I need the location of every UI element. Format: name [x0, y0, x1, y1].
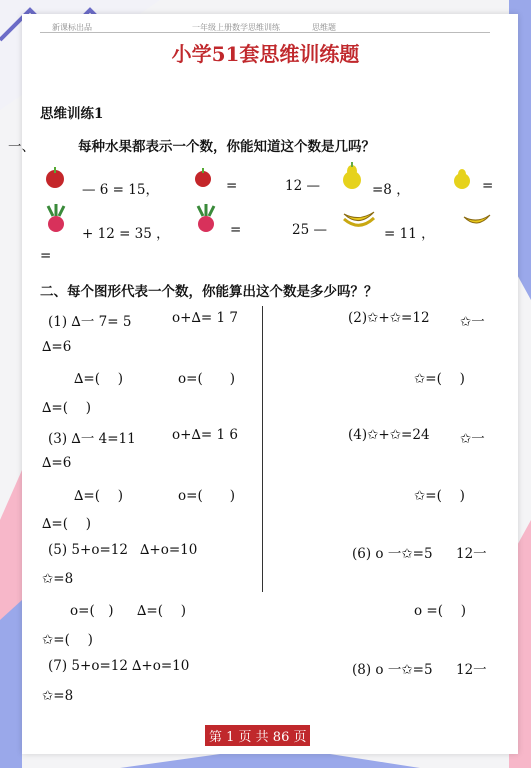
p1-answer-a: ∆=( ): [74, 371, 124, 387]
p4-answer: ✩=( ): [414, 488, 465, 504]
p6-eq-b: 12一: [456, 546, 487, 562]
p5-answer-c: ✩=( ): [42, 632, 93, 648]
eq1-text-d: =8 ，: [372, 182, 410, 198]
p7-eq-b: ∆+o=10: [132, 658, 190, 674]
p7-eq-a: (7) 5+o=12: [48, 658, 128, 674]
p8-eq-b: 12一: [456, 662, 487, 678]
p1-answer-c: ∆=( ): [42, 400, 92, 416]
p3-eq-c: ∆=6: [42, 455, 72, 471]
question-text: 每种水果都表示一个数，你能知道这个数是几吗？: [78, 139, 375, 155]
p8-eq-a: (8) o 一✩=5: [352, 662, 433, 678]
eq1-text-c: 12 —: [285, 178, 320, 194]
p4-eq-b: ✩一: [460, 431, 485, 447]
p2-eq-a: (2)✩+✩=12: [348, 310, 430, 326]
eq2-text-d: = 11 ，: [384, 226, 435, 242]
p5-answer-a: o=( ): [70, 603, 114, 619]
eq1-text-e: =: [482, 178, 494, 194]
apple-icon: [44, 166, 66, 188]
header-right: 思维题: [312, 23, 336, 32]
p3-answer-b: o=( ): [178, 488, 235, 504]
eq2-text-b: =: [230, 222, 242, 238]
page-title: 小学51套思维训练题: [171, 42, 360, 66]
banana-icon: [342, 208, 376, 228]
p6-eq-a: (6) o 一✩=5: [352, 546, 433, 562]
p1-eq-c: ∆=6: [42, 339, 72, 355]
eq1-text-b: =: [226, 178, 238, 194]
question-number: 一、: [8, 139, 35, 155]
apple-icon: [194, 168, 212, 188]
section2-heading: 二、每个图形代表一个数，你能算出这个数是多少吗？？: [40, 284, 378, 300]
page-number-footer: 第 1 页 共 86 页: [205, 725, 310, 746]
eq2-text-a: + 12 = 35 ，: [82, 226, 170, 242]
pear-icon: [452, 166, 472, 190]
p3-answer-a: ∆=( ): [74, 488, 124, 504]
header-center: 一年级上册数学思维训练: [192, 23, 280, 32]
p6-answer: o =( ): [414, 603, 467, 619]
p2-eq-b: ✩一: [460, 314, 485, 330]
radish-icon: [42, 204, 70, 234]
p5-eq-b: ∆+o=10: [140, 542, 198, 558]
p3-eq-a: (3) ∆一 4=11: [48, 431, 136, 447]
p1-answer-b: o=( ): [178, 371, 235, 387]
section-heading: 思维训练1: [40, 106, 104, 122]
p1-eq-b: o+∆= 1 7: [172, 310, 238, 326]
radish-icon: [192, 204, 220, 234]
eq2-text-c: 25 —: [292, 222, 327, 238]
column-divider: [262, 306, 263, 592]
p7-eq-c: ✩=8: [42, 688, 74, 704]
eq1-text-a: — 6 = 15，: [82, 182, 159, 198]
header-rule: [40, 32, 490, 33]
p5-eq-a: (5) 5+o=12: [48, 542, 128, 558]
p2-answer: ✩=( ): [414, 371, 465, 387]
pear-icon: [340, 162, 364, 190]
banana-icon: [462, 212, 492, 230]
p5-answer-b: ∆=( ): [137, 603, 187, 619]
p3-answer-c: ∆=( ): [42, 516, 92, 532]
p4-eq-a: (4)✩+✩=24: [348, 427, 430, 443]
eq2-text-e: =: [40, 248, 52, 264]
p5-eq-c: ✩=8: [42, 571, 74, 587]
p1-eq-a: (1) ∆一 7= 5: [48, 314, 132, 330]
header-left: 新课标出品: [52, 23, 92, 32]
p3-eq-b: o+∆= 1 6: [172, 427, 238, 443]
